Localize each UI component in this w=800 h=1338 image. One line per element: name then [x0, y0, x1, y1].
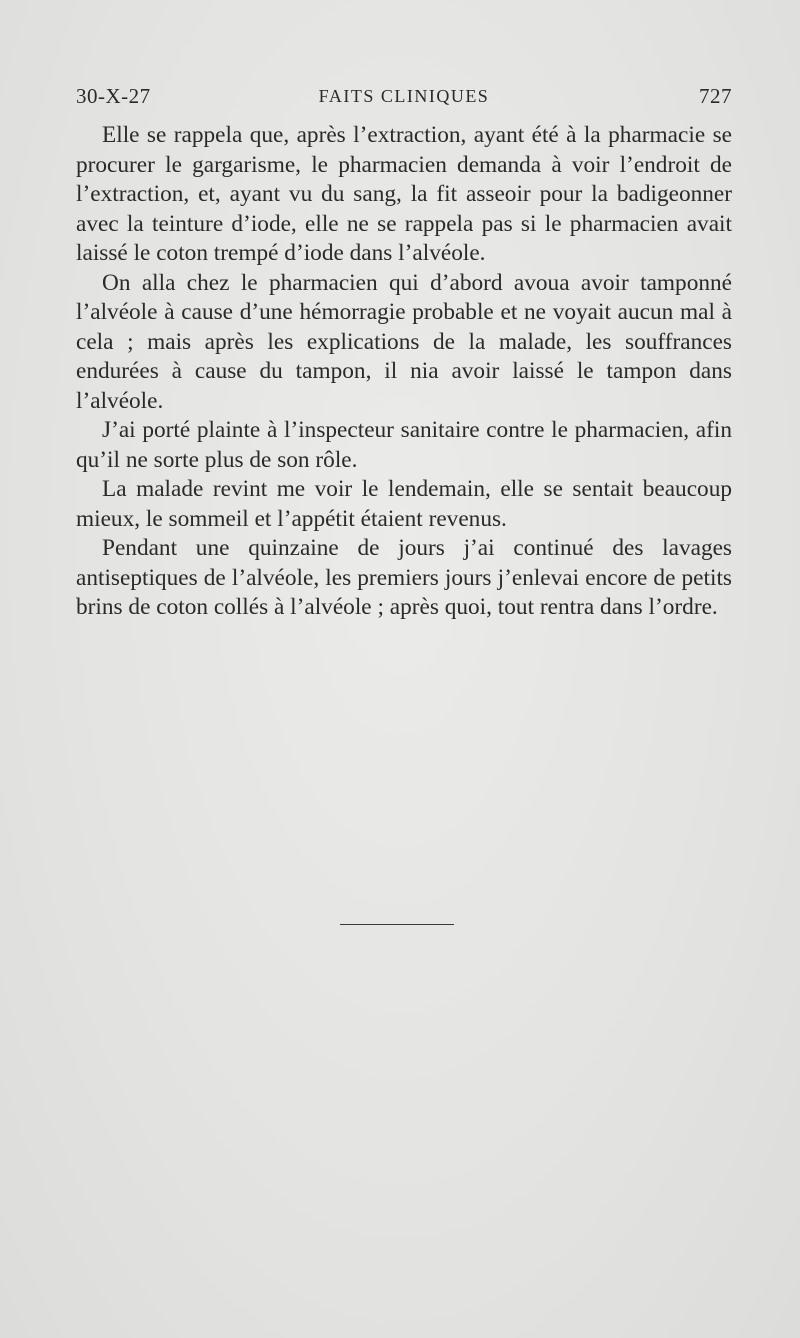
body-text [76, 121, 732, 623]
paragraph-next-day: La malade revint me voir le lendemain, elle se sentait beaucoup mieux, le sommeil et l’appétit étaient revenus. [76, 476, 732, 532]
paragraph-extraction-recollection: Elle se rappela que, après l’extraction, ayant été à la pharmacie se procurer le gargarisme, le pharmacien demanda à voir l’endroit de l’extraction, et, ayant vu du sang, la fit asseoir pour la badigeonner avec la teinture d’iode, elle ne se rappela pas si le pharmacien avait laissé le coton trempé d’iode dans l’alvéole. [76, 122, 732, 266]
running-head [76, 84, 732, 114]
header-section-title: FAITS CLINIQUES [318, 86, 490, 106]
page-number: 727 [699, 84, 732, 108]
paragraph-pharmacist-visit: On alla chez le pharmacien qui d’abord avoua avoir tamponné l’alvéole à cause d’une hémorragie probable et ne voyait aucun mal à cela ; mais après les explications de la malade, les souffrances endurées à cause du tampon, il nia avoir laissé le tampon dans l’alvéole. [76, 269, 732, 414]
header-date: 30-X-27 [76, 84, 151, 108]
paragraph-treatment: Pendant une quinzaine de jours j’ai continué des lavages antiseptiques de l’alvéole, les premiers jours j’enlevai encore de petits brins de coton collés à l’alvéole ; après quoi, tout rentra dans l’ordre. [76, 535, 732, 620]
paragraph-complaint: J’ai porté plainte à l’inspecteur sanitaire contre le pharmacien, afin qu’il ne sorte plus de son rôle. [76, 417, 732, 473]
section-end-rule [340, 924, 454, 925]
